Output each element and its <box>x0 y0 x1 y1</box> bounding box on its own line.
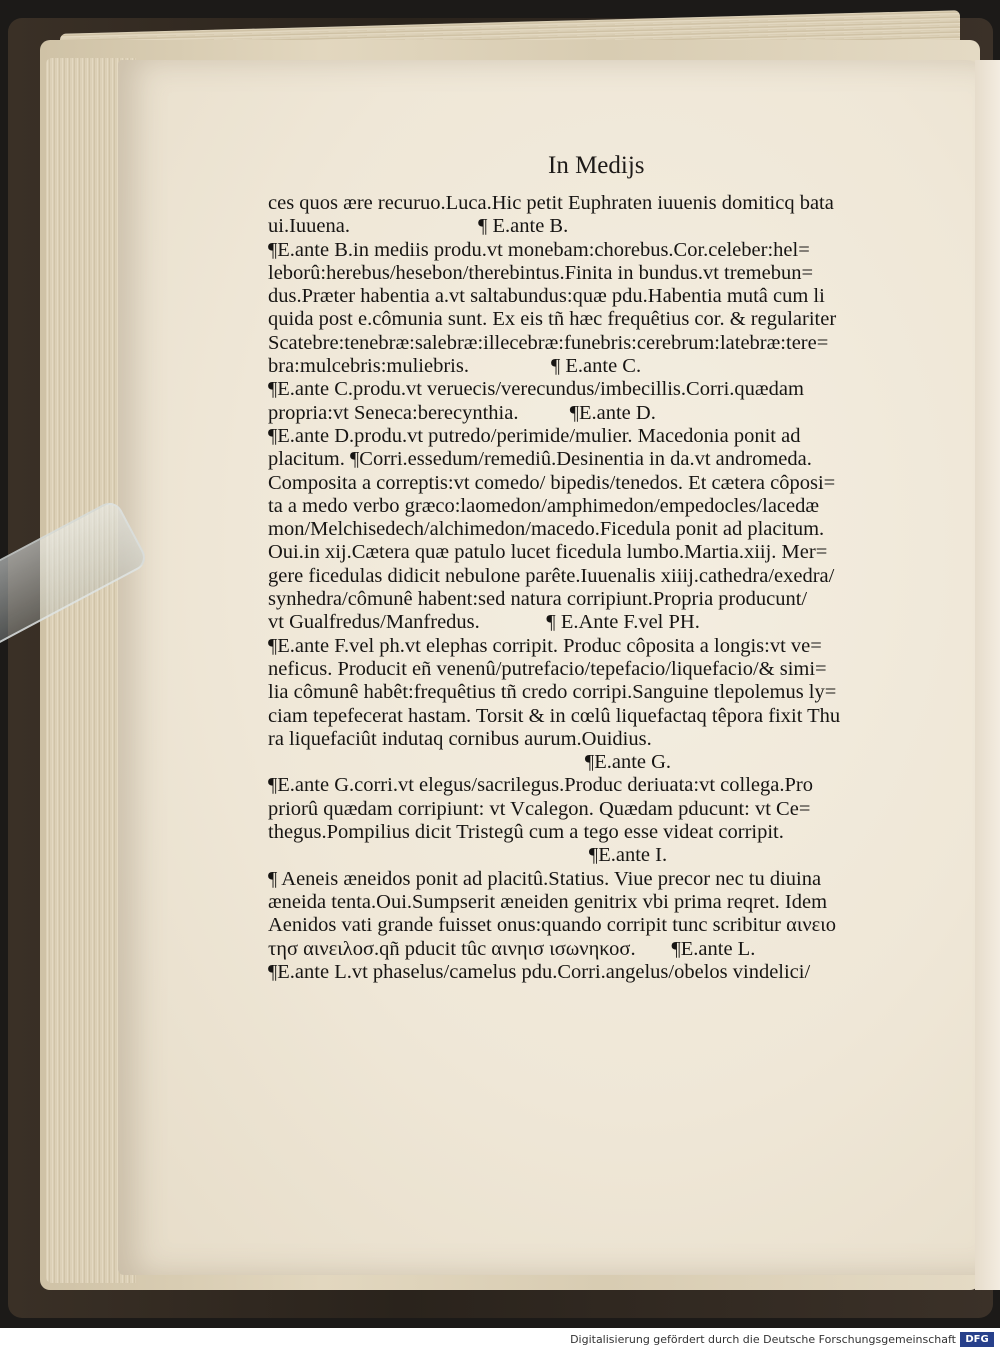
text-line: Oui.in xij.Cætera quæ patulo lucet ficedula lumbo.Martia.xiij. Mer= <box>268 541 828 564</box>
section-heading: ¶E.ante I. <box>588 844 668 867</box>
text-line: ¶ Aeneis æneidos ponit ad placitû.Statius. Viue precor nec tu diuina <box>268 867 822 890</box>
section-heading: ¶E.ante G. <box>584 751 672 774</box>
text-line: ¶E.ante C.produ.vt veruecis/verecundus/imbecillis.Corri.quædam <box>268 378 804 401</box>
text-line: bra:mulcebris:muliebris. ¶ E.ante C. <box>268 355 642 378</box>
funding-credit: Digitalisierung gefördert durch die Deutsche Forschungsgemeinschaft <box>570 1333 956 1346</box>
text-line: Composita a correptis:vt comedo/ bipedis/tenedos. Et cætera côposi= <box>268 471 836 494</box>
text-line: Aenidos vati grande fuisset onus:quando corripit tunc scribitur αινειο <box>268 914 836 937</box>
text-line: leborû:herebus/hesebon/therebintus.Finita in bundus.vt tremebun= <box>268 261 814 284</box>
text-line: ¶E.ante F.vel ph.vt elephas corripit. Produc côposita a longis:vt ve= <box>268 634 822 657</box>
footer-bar <box>0 1328 1000 1352</box>
text-line: dus.Præter habentia a.vt saltabundus:quæ pdu.Habentia mutâ cum li <box>268 285 825 308</box>
text-line: placitum. ¶Corri.essedum/remediû.Desinentia in da.vt andromeda. <box>268 448 812 471</box>
dfg-logo-icon: DFG <box>960 1332 994 1347</box>
text-line: lia cômunê habêt:frequêtius tñ credo corripi.Sanguine tlepolemus ly= <box>268 681 837 704</box>
text-line: ta a medo verbo græco:laomedon/amphimedon/empedocles/lacedæ <box>268 494 820 517</box>
text-line: mon/Melchisedech/alchimedon/macedo.Ficedula ponit ad placitum. <box>268 518 825 541</box>
running-header: In Medijs <box>548 152 645 179</box>
text-line: τησ αινειλοσ.qñ pducit tûc αινηισ ισωνηκοσ. ¶E.ante L. <box>268 937 756 960</box>
text-line: ¶E.ante B.in mediis produ.vt monebam:chorebus.Cor.celeber:hel= <box>268 238 810 261</box>
text-line: propria:vt Seneca:berecynthia. ¶E.ante D. <box>268 401 656 424</box>
text-line: æneida tenta.Oui.Sumpserit æneiden genitrix vbi prima reqret. Idem <box>268 890 828 913</box>
text-line: ¶E.ante D.produ.vt putredo/perimide/mulier. Macedonia ponit ad <box>268 424 801 447</box>
text-line: gere ficedulas didicit nebulone parête.Iuuenalis xiiij.cathedra/exedra/ <box>268 564 835 587</box>
text-line: priorû quædam corripiunt: vt Vcalegon. Quædam pducunt: vt Ce= <box>268 797 811 820</box>
text-line: ¶E.ante L.vt phaselus/camelus pdu.Corri.angelus/obelos vindelici/ <box>268 960 811 983</box>
text-line: ces quos ære recuruo.Luca.Hic petit Euphraten iuuenis domiticq bata <box>268 192 834 214</box>
text-line: ¶E.ante G.corri.vt elegus/sacrilegus.Produc deriuata:vt collega.Pro <box>268 774 813 797</box>
facing-page-strip <box>975 60 1000 1290</box>
text-line: ui.Iuuena. ¶ E.ante B. <box>268 215 569 238</box>
text-line: vt Gualfredus/Manfredus. ¶ E.Ante F.vel PH. <box>268 611 700 634</box>
text-line: ciam tepefecerat hastam. Torsit & in cœlû liquefactaq têpora fixit Thu <box>268 704 841 727</box>
page-body-text <box>268 192 928 984</box>
text-line: neficus. Producit eñ venenû/putrefacio/tepefacio/liquefacio/& simi= <box>268 657 827 680</box>
text-line: ra liquefaciût indutaq cornibus aurum.Ouidius. <box>268 727 652 750</box>
text-line: synhedra/cômunê habent:sed natura corripiunt.Propria producunt/ <box>268 588 808 611</box>
text-line: quida post e.cômunia sunt. Ex eis tñ hæc frequêtius cor. & regulariter <box>268 308 837 331</box>
text-line: thegus.Pompilius dicit Tristegû cum a tego esse videat corripit. <box>268 821 784 844</box>
text-line: Scatebre:tenebræ:salebræ:illecebræ:funebris:cerebrum:latebræ:tere= <box>268 331 829 354</box>
